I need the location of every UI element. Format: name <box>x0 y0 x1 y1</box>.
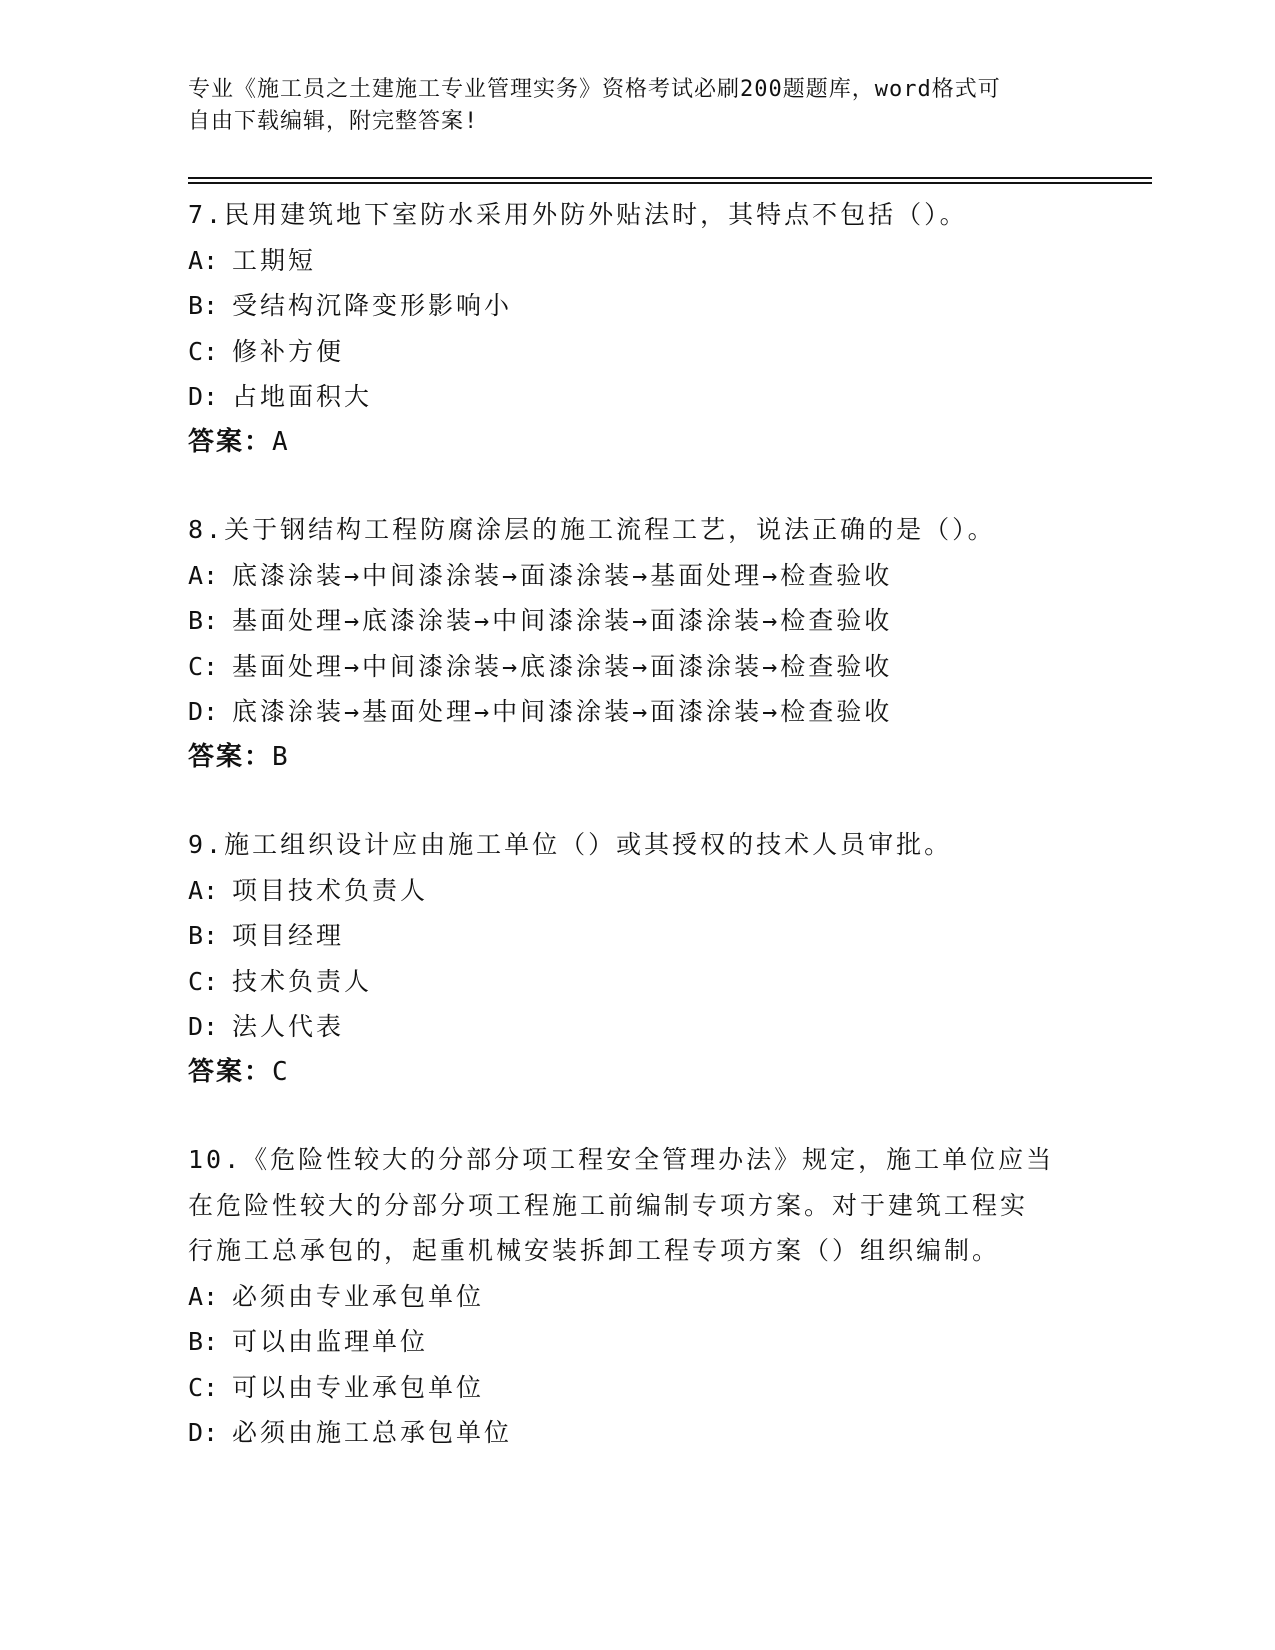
answer-label: 答案： <box>188 1056 273 1087</box>
question-stem: 7.民用建筑地下室防水采用外防外贴法时，其特点不包括（）。 <box>188 200 968 229</box>
option-text: 基面处理→中间漆涂装→底漆涂装→面漆涂装→检查验收 <box>232 651 893 681</box>
answer-option <box>188 1274 1088 1320</box>
option-letter: C: <box>188 651 219 681</box>
option-text: 必须由专业承包单位 <box>232 1281 485 1311</box>
answer-option <box>188 598 1088 644</box>
option-text: 工期短 <box>232 245 317 275</box>
option-text: 底漆涂装→基面处理→中间漆涂装→面漆涂装→检查验收 <box>232 697 893 726</box>
answer-option <box>188 283 1088 329</box>
answer-option <box>188 689 1088 735</box>
option-letter: A: <box>188 560 219 590</box>
option-letter: B: <box>188 1327 219 1356</box>
answer-option <box>188 329 1088 375</box>
option-letter: D: <box>188 697 219 726</box>
question-stem: 10.《危险性较大的分部分项工程安全管理办法》规定，施工单位应当 <box>188 1145 1055 1174</box>
answer-line <box>188 1050 1088 1096</box>
header-divider-bottom <box>188 182 1152 184</box>
option-letter: A: <box>188 1281 219 1311</box>
option-letter: B: <box>188 291 219 320</box>
header-divider-top <box>188 177 1152 179</box>
option-text: 项目经理 <box>232 921 345 950</box>
option-letter: D: <box>188 382 219 411</box>
option-text: 项目技术负责人 <box>232 875 429 905</box>
option-text: 受结构沉降变形影响小 <box>232 291 513 320</box>
answer-line <box>188 735 1088 781</box>
answer-option <box>188 238 1088 284</box>
document-header <box>188 74 1068 138</box>
question-spacer <box>188 465 1088 507</box>
header-line-2: 自由下载编辑，附完整答案! <box>188 109 479 134</box>
answer-value: A <box>272 426 290 457</box>
answer-value: C <box>272 1056 290 1087</box>
answer-option <box>188 1410 1088 1456</box>
question-stem: 在危险性较大的分部分项工程施工前编制专项方案。对于建筑工程实 <box>188 1190 1029 1220</box>
option-text: 占地面积大 <box>232 382 373 411</box>
option-text: 可以由监理单位 <box>232 1327 429 1356</box>
option-text: 修补方便 <box>232 336 345 366</box>
question-stem: 8.关于钢结构工程防腐涂层的施工流程工艺，说法正确的是（）。 <box>188 515 996 544</box>
question-block <box>188 822 1088 1095</box>
option-text: 底漆涂装→中间漆涂装→面漆涂装→基面处理→检查验收 <box>232 560 893 590</box>
question-stem: 9.施工组织设计应由施工单位（）或其授权的技术人员审批。 <box>188 830 953 859</box>
question-block <box>188 1137 1088 1456</box>
option-text: 法人代表 <box>232 1012 345 1041</box>
option-text: 基面处理→底漆涂装→中间漆涂装→面漆涂装→检查验收 <box>232 606 893 635</box>
answer-option <box>188 374 1088 420</box>
option-letter: D: <box>188 1012 219 1041</box>
option-letter: D: <box>188 1418 219 1447</box>
answer-option <box>188 959 1088 1005</box>
option-letter: A: <box>188 875 219 905</box>
answer-value: B <box>272 741 290 772</box>
option-text: 技术负责人 <box>232 966 373 996</box>
question-list <box>188 192 1088 1456</box>
header-line-1: 专业《施工员之土建施工专业管理实务》资格考试必刷200题题库，word格式可 <box>188 77 1001 102</box>
answer-option <box>188 868 1088 914</box>
answer-option <box>188 913 1088 959</box>
question-block <box>188 192 1088 465</box>
option-letter: C: <box>188 966 219 996</box>
question-block <box>188 507 1088 780</box>
answer-option <box>188 644 1088 690</box>
answer-option <box>188 1365 1088 1411</box>
answer-option <box>188 1004 1088 1050</box>
question-spacer <box>188 780 1088 822</box>
option-letter: B: <box>188 921 219 950</box>
option-letter: C: <box>188 336 219 366</box>
option-letter: B: <box>188 606 219 635</box>
option-letter: A: <box>188 245 219 275</box>
option-letter: C: <box>188 1372 219 1402</box>
answer-label: 答案： <box>188 741 273 772</box>
option-text: 可以由专业承包单位 <box>232 1372 485 1402</box>
answer-option <box>188 1319 1088 1365</box>
answer-line <box>188 420 1088 466</box>
question-spacer <box>188 1095 1088 1137</box>
option-text: 必须由施工总承包单位 <box>232 1418 513 1447</box>
question-stem: 行施工总承包的，起重机械安装拆卸工程专项方案（）组织编制。 <box>188 1236 1001 1265</box>
answer-label: 答案： <box>188 426 273 457</box>
answer-option <box>188 553 1088 599</box>
